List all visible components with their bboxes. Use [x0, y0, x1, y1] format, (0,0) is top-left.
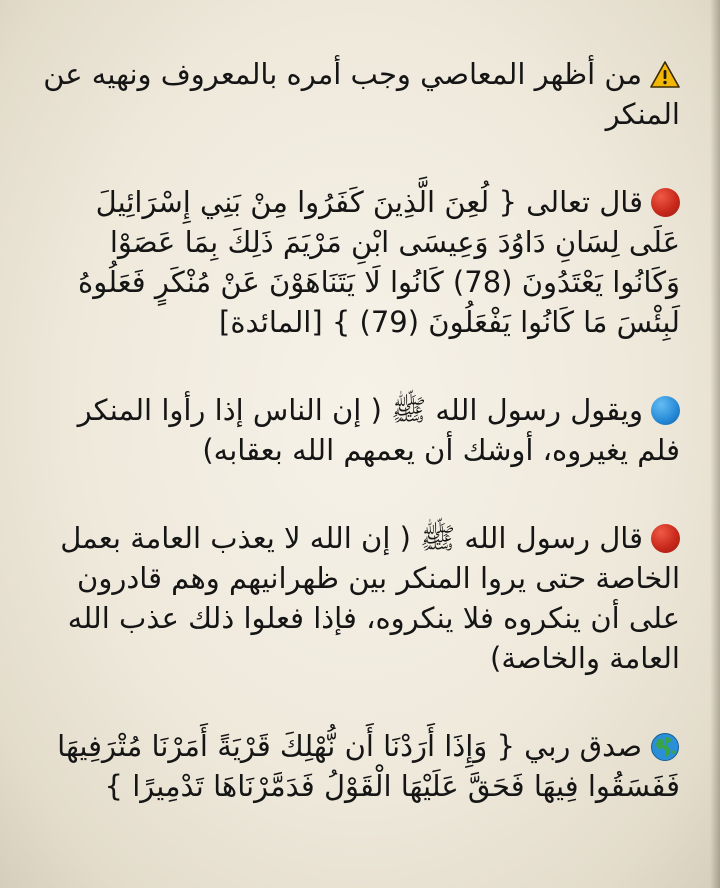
closing-verse-paragraph: [38, 726, 680, 806]
warning-paragraph-text: من أظهر المعاصي وجب أمره بالمعروف ونهيه عن المنكر: [43, 57, 680, 131]
red-circle-icon: [651, 188, 680, 217]
warning-icon: [650, 60, 680, 90]
quran-verse-paragraph: [38, 182, 680, 342]
quran-verse-text: قال تعالى { لُعِنَ الَّذِينَ كَفَرُوا مِنْ بَنِي إِسْرَائِيلَ عَلَى لِسَانِ دَاوُدَ وَعِيسَى ابْنِ مَرْيَمَ ذَلِكَ بِمَا عَصَوْا وَكَانُوا يَعْتَدُونَ (78) كَانُوا لَا يَتَنَاهَوْنَ عَنْ مُنْكَرٍ فَعَلُوهُ لَبِئْسَ مَا كَانُوا يَفْعَلُونَ (79) } [المائدة]: [78, 185, 680, 339]
hadith-1-text: ويقول رسول الله ﷺ ( إن الناس إذا رأوا المنكر فلم يغيروه، أوشك أن يعمهم الله بعقابه): [77, 393, 680, 467]
hadith-2-text: قال رسول الله ﷺ ( إن الله لا يعذب العامة بعمل الخاصة حتى يروا المنكر بين ظهرانيهم وهم قادرون على أن ينكروه فلا ينكروه، فإذا فعلوا ذلك عذب الله العامة والخاصة): [60, 521, 680, 675]
warning-paragraph: [38, 54, 680, 134]
globe-icon: [650, 732, 680, 762]
post-content: [38, 54, 680, 854]
red-circle-icon: [651, 524, 680, 553]
page-edge-shadow: [710, 0, 720, 888]
hadith-1-paragraph: [38, 390, 680, 470]
hadith-2-paragraph: [38, 518, 680, 678]
closing-verse-text: صدق ربي { وَإِذَا أَرَدْنَا أَن نُّهْلِكَ قَرْيَةً أَمَرْنَا مُتْرَفِيهَا فَفَسَقُوا فِيهَا فَحَقَّ عَلَيْهَا الْقَوْلُ فَدَمَّرْنَاهَا تَدْمِيرًا }: [57, 729, 680, 803]
blue-circle-icon: [651, 396, 680, 425]
